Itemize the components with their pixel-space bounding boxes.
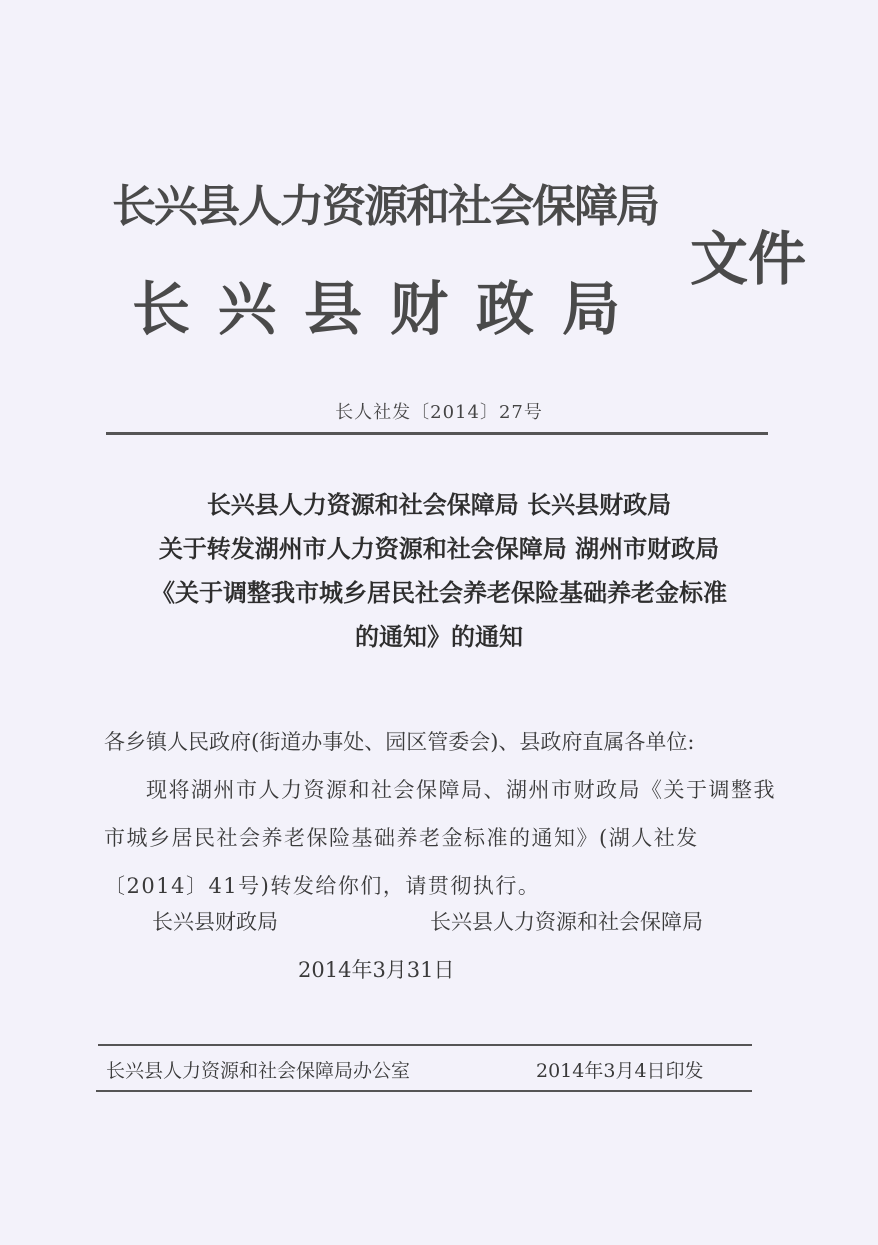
salutation: 各乡镇人民政府(街道办事处、园区管委会)、县政府直属各单位: [104,730,695,754]
title-line-4: 的通知》的通知 [355,622,523,651]
issuer-name-finance-bureau: 长兴县财政局 [132,275,649,343]
document-body [104,718,776,910]
signature-hr-bureau: 长兴县人力资源和社会保障局 [430,910,703,934]
title-line-3: 《关于调整我市城乡居民社会养老保险基础养老金标准 [151,578,727,607]
title-line-1: 长兴县人力资源和社会保障局 长兴县财政局 [206,490,672,519]
document-title [0,483,878,659]
footer-divider-top [98,1044,752,1046]
signature-date: 2014年3月31日 [298,958,455,982]
body-paragraph: 现将湖州市人力资源和社会保障局、湖州市财政局《关于调整我市城乡居民社会养老保险基础养老金标准的通知》(湖人社发〔2014〕41号)转发给你们，请贯彻执行。 [104,778,776,898]
document-number: 长人社发〔2014〕27号 [335,402,543,423]
title-line-2: 关于转发湖州市人力资源和社会保障局 湖州市财政局 [158,534,720,563]
footer-issuing-office: 长兴县人力资源和社会保障局办公室 [106,1060,411,1082]
header-divider [106,432,768,435]
footer-divider-bottom [96,1090,752,1092]
file-label: 文件 [690,225,807,293]
footer-print-date: 2014年3月4日印发 [536,1060,704,1082]
issuer-name-hr-bureau: 长兴县人力资源和社会保障局 [112,181,658,232]
signature-finance-bureau: 长兴县财政局 [152,910,278,934]
